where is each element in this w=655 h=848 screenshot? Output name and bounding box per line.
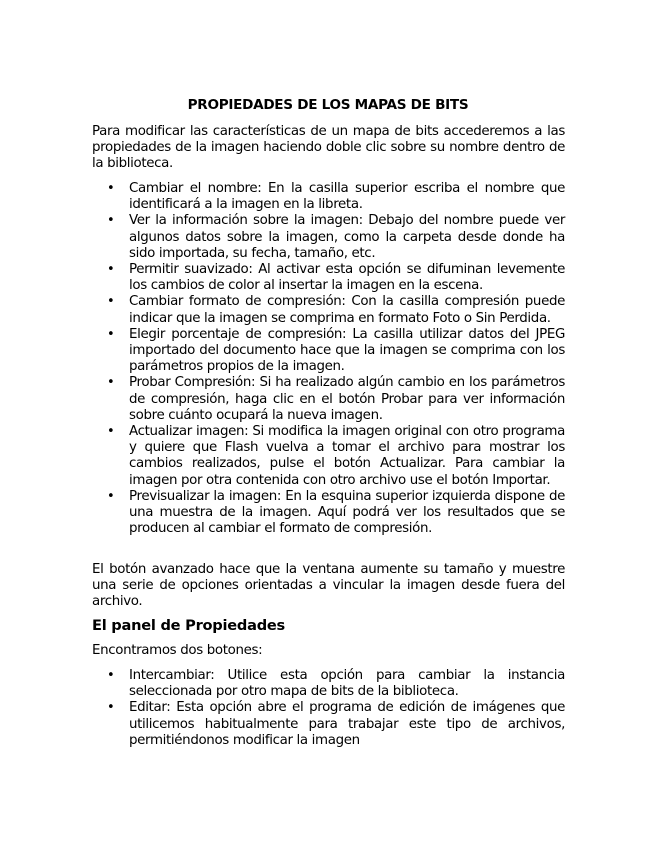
list-item: • Probar Compresión: Si ha realizado algún cambio en los parámetros de compresión, haga clic en el botón Probar para ver información sobre cuánto ocupará la nueva imagen.	[92, 375, 565, 424]
list-item: • Cambiar el nombre: En la casilla superior escriba el nombre que identificará a la imagen en la libreta.	[92, 181, 565, 213]
section-heading: El panel de Propiedades	[92, 617, 285, 634]
list-item: • Cambiar formato de compresión: Con la casilla compresión puede indicar que la imagen se comprima en formato Foto o Sin Perdida.	[92, 294, 565, 326]
advanced-paragraph: El botón avanzado hace que la ventana aumente su tamaño y muestre una serie de opciones orientadas a vincular la imagen desde fuera del archivo.	[92, 562, 565, 610]
list-item: • Intercambiar: Utilice esta opción para cambiar la instancia seleccionada por otro mapa de bits de la biblioteca.	[92, 668, 565, 700]
list-item: • Previsualizar la imagen: En la esquina superior izquierda dispone de una muestra de la imagen. Aquí podrá ver los resultados que se producen al cambiar el formato de compresión.	[92, 489, 565, 538]
list-item: • Elegir porcentaje de compresión: La casilla utilizar datos del JPEG importado del documento hace que la imagen se comprima con los parámetros propios de la imagen.	[92, 327, 565, 376]
list-item: • Actualizar imagen: Si modifica la imagen original con otro programa y quiere que Flash vuelva a tomar el archivo para mostrar los cambios realizados, pulse el botón Actualizar. Para cambiar la imagen por otra contenida con otro archivo use el botón Importar.	[92, 424, 565, 489]
section-intro: Encontramos dos botones:	[92, 643, 263, 658]
list-item: • Permitir suavizado: Al activar esta opción se difuminan levemente los cambios de color al insertar la imagen en la escena.	[92, 262, 565, 294]
panel-buttons-list	[92, 668, 565, 749]
properties-list	[92, 181, 565, 537]
page-title: PROPIEDADES DE LOS MAPAS DE BITS	[187, 97, 469, 113]
intro-paragraph: Para modificar las características de un mapa de bits accederemos a las propiedades de la imagen haciendo doble clic sobre su nombre dentro de la biblioteca.	[92, 124, 565, 172]
list-item: • Editar: Esta opción abre el programa de edición de imágenes que utilicemos habitualmente para trabajar este tipo de archivos, permitiéndonos modificar la imagen	[92, 700, 565, 749]
list-item: • Ver la información sobre la imagen: Debajo del nombre puede ver algunos datos sobre la imagen, como la carpeta desde donde ha sido importada, su fecha, tamaño, etc.	[92, 213, 565, 262]
